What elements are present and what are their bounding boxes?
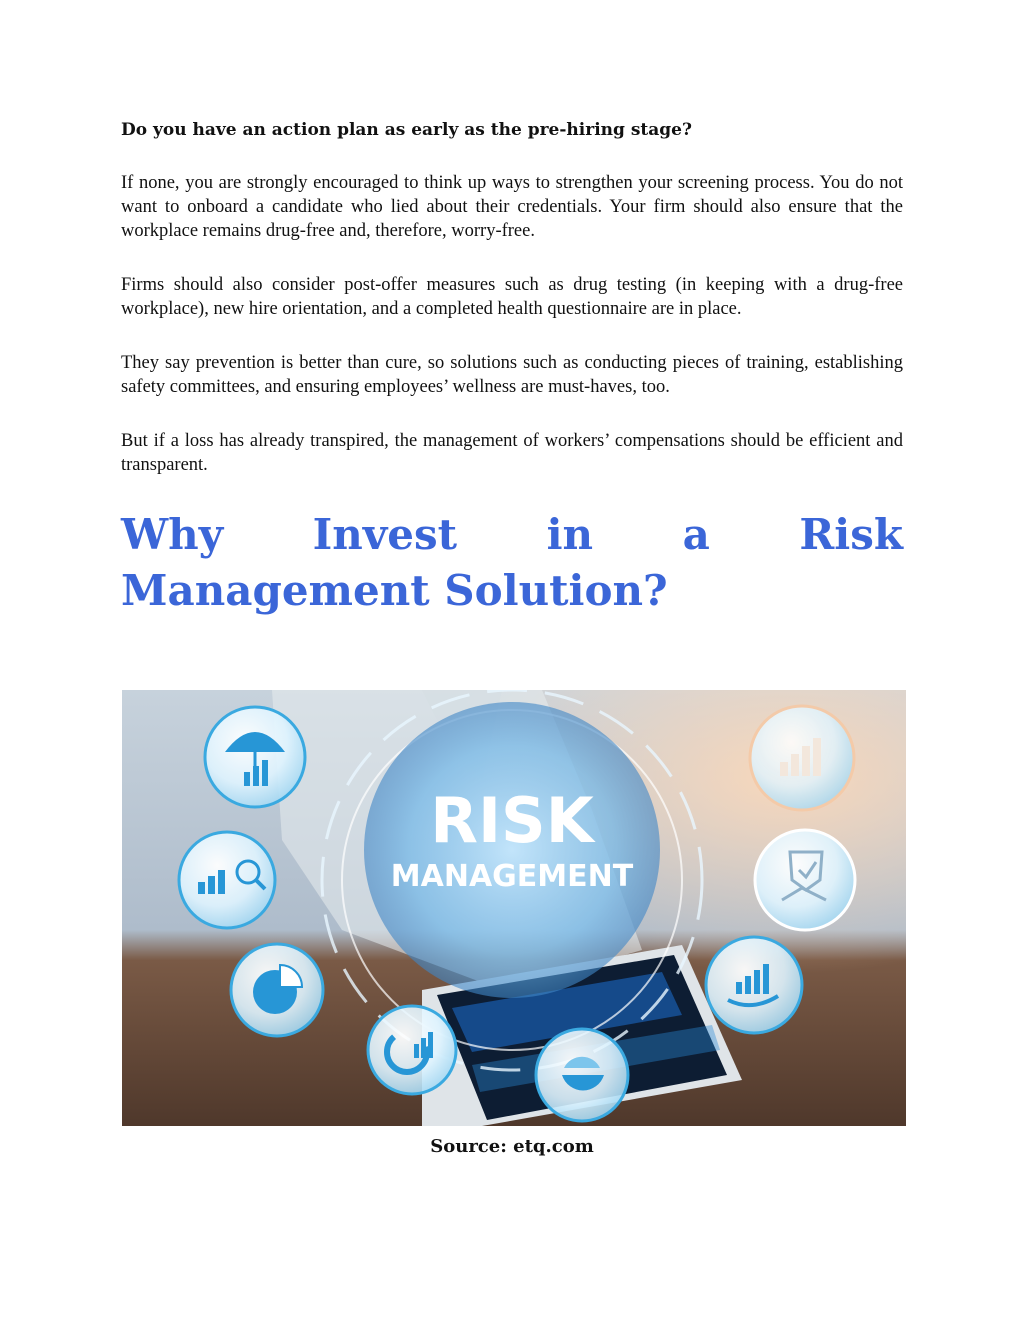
growth-gauge-icon: [368, 1006, 456, 1094]
pie-chart-small-icon: [536, 1029, 628, 1121]
paragraph-2: Firms should also consider post-offer measures such as drug testing (in keeping with a drug-free workplace), new hire orientation, and a completed health questionnaire are in place.: [121, 275, 903, 319]
risk-management-illustration: [122, 690, 906, 1126]
lead-question: Do you have an action plan as early as the pre-hiring stage?: [121, 120, 692, 140]
shield-handshake-icon: [755, 830, 855, 930]
bar-chart-magnifier-icon: [179, 832, 275, 928]
bar-chart-icon: [750, 706, 854, 810]
umbrella-chart-icon: [205, 707, 305, 807]
paragraph-1: If none, you are strongly encouraged to think up ways to strengthen your screening process. You do not want to onboard a candidate who lied about their credentials. Your firm should also ensure that the workplace remains drug-free and, therefore, worry-free.: [121, 173, 903, 241]
document-body: [121, 118, 903, 647]
management-label: MANAGEMENT: [390, 859, 634, 894]
hand-growth-chart-icon: [706, 937, 802, 1033]
pie-chart-icon: [231, 944, 323, 1036]
risk-label: RISK: [430, 784, 594, 857]
section-heading: Why Invest in a Risk Management Solution?: [121, 510, 903, 615]
risk-management-image: [122, 690, 906, 1126]
paragraph-4: But if a loss has already transpired, the management of workers’ compensations should be efficient and transparent.: [121, 431, 903, 475]
paragraph-3: They say prevention is better than cure, so solutions such as conducting pieces of training, establishing safety committees, and ensuring employees’ wellness are must-haves, too.: [121, 353, 903, 397]
image-caption: Source: etq.com: [430, 1136, 594, 1157]
